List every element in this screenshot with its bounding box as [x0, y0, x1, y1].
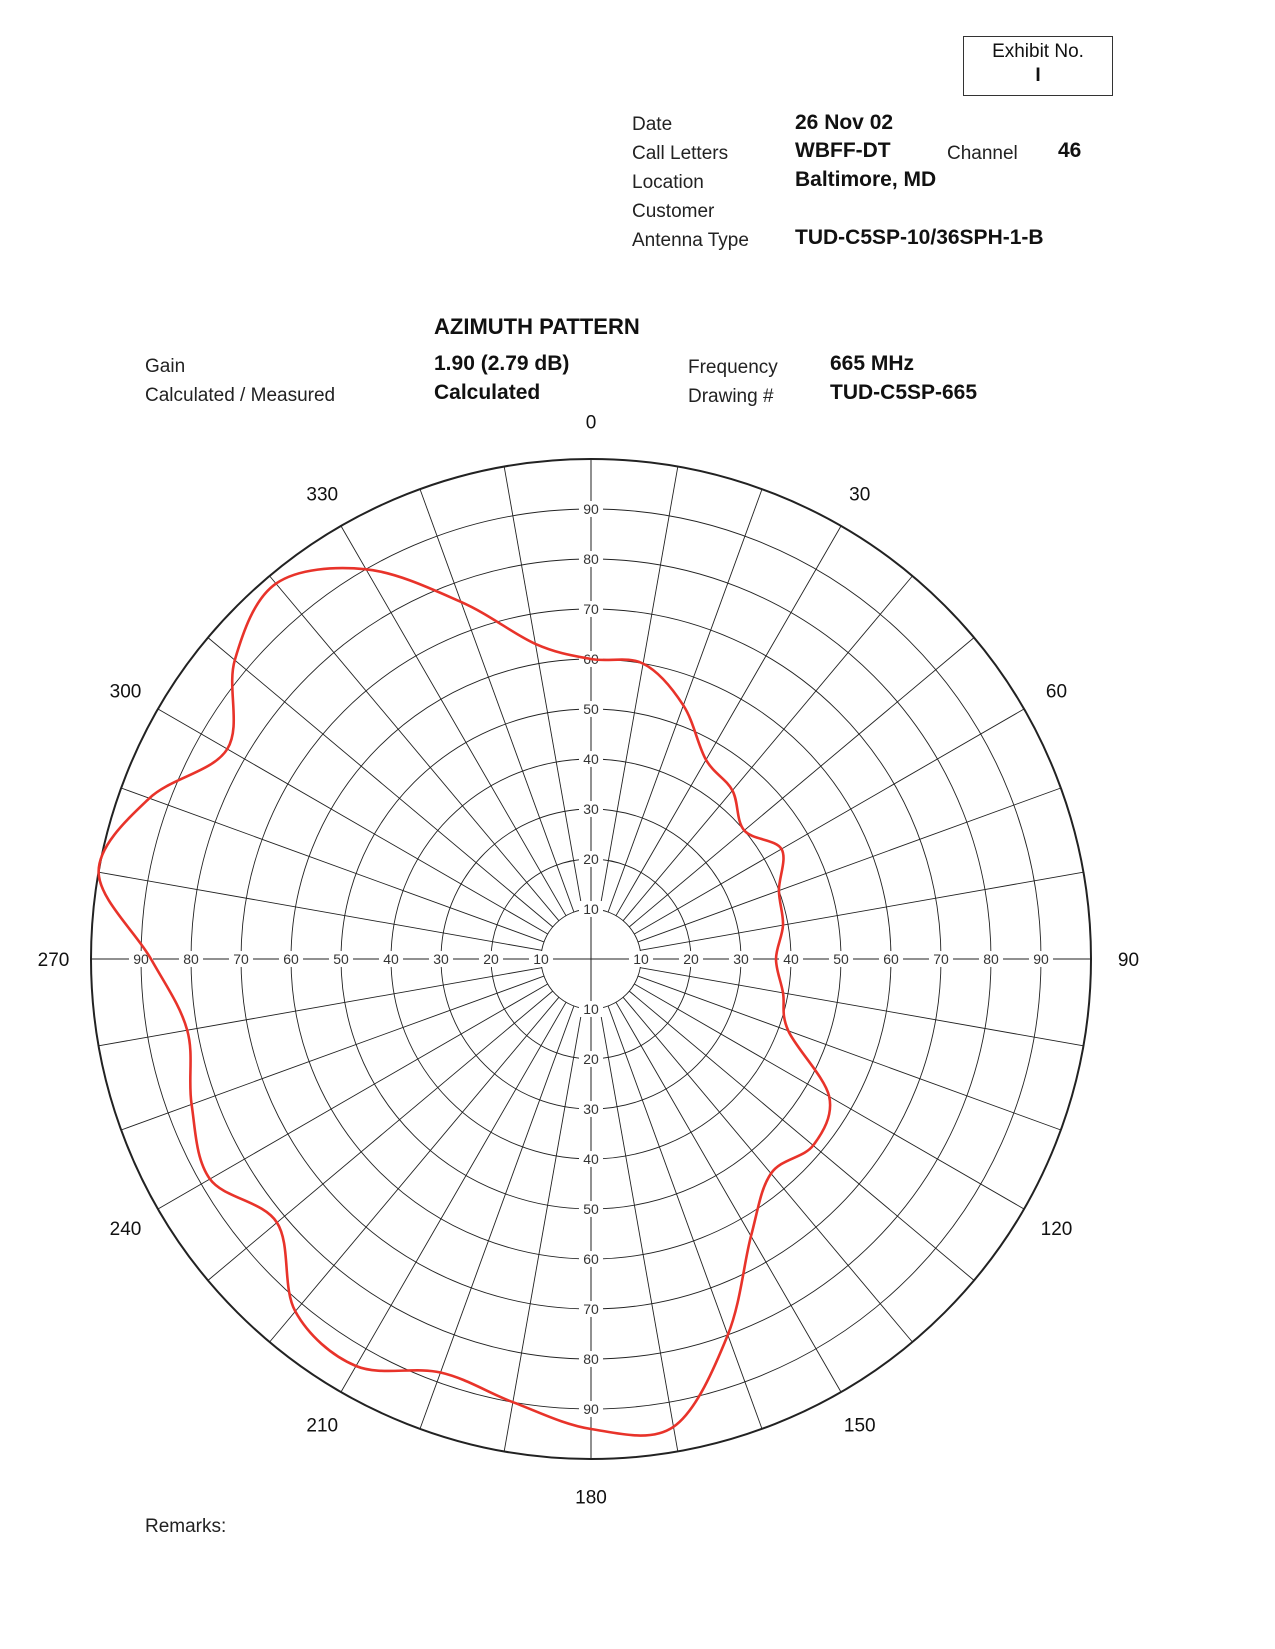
angle-label-90: 90	[1117, 950, 1140, 971]
spoke-260	[99, 968, 542, 1046]
ring-label-up-40: 40	[583, 751, 599, 767]
drawing-number-label: Drawing #	[688, 386, 774, 407]
spoke-220	[270, 997, 559, 1342]
spoke-130	[629, 991, 974, 1280]
ring-label-down-30: 30	[583, 1101, 599, 1117]
ring-label-right-30: 30	[733, 951, 749, 967]
pattern-line-0	[99, 568, 831, 1435]
ring-label-right-50: 50	[833, 951, 849, 967]
spoke-70	[638, 788, 1061, 942]
ring-label-left-70: 70	[233, 951, 249, 967]
spoke-330	[341, 526, 566, 916]
spoke-340	[420, 489, 574, 912]
ring-label-up-70: 70	[583, 601, 599, 617]
angle-label-30: 30	[849, 484, 871, 506]
ring-label-left-10: 10	[533, 951, 549, 967]
gain-value: 1.90 (2.79 dB)	[434, 352, 570, 375]
location-label: Location	[632, 172, 704, 193]
ring-label-down-10: 10	[583, 1001, 599, 1017]
ring-label-down-70: 70	[583, 1301, 599, 1317]
exhibit-value: I	[1035, 65, 1041, 86]
spoke-140	[623, 997, 912, 1342]
ring-label-right-10: 10	[633, 951, 649, 967]
frequency-value: 665 MHz	[830, 352, 915, 375]
angle-label-330: 330	[306, 484, 339, 506]
angle-label-270: 270	[37, 950, 70, 971]
ring-label-down-60: 60	[583, 1251, 599, 1267]
angle-label-120: 120	[1040, 1218, 1073, 1240]
ring-label-down-50: 50	[583, 1201, 599, 1217]
ring-label-right-80: 80	[983, 951, 999, 967]
ring-label-up-60: 60	[583, 651, 599, 667]
remarks-label: Remarks:	[145, 1516, 227, 1537]
ring-label-down-80: 80	[583, 1351, 599, 1367]
ring-label-left-40: 40	[383, 951, 399, 967]
location-value: Baltimore, MD	[795, 168, 937, 191]
spoke-250	[121, 976, 544, 1130]
date-value: 26 Nov 02	[795, 111, 894, 134]
ring-label-up-20: 20	[583, 851, 599, 867]
antenna-type-value: TUD-C5SP-10/36SPH-1-B	[795, 226, 1044, 249]
spoke-60	[634, 709, 1024, 934]
spoke-320	[270, 576, 559, 921]
channel-label: Channel	[947, 143, 1018, 164]
calculated-measured-label: Calculated / Measured	[145, 385, 336, 406]
spoke-10	[600, 467, 678, 910]
ring-label-down-40: 40	[583, 1151, 599, 1167]
spoke-200	[420, 1006, 574, 1429]
angle-label-300: 300	[109, 681, 142, 703]
ring-label-down-20: 20	[583, 1051, 599, 1067]
gain-label: Gain	[145, 356, 186, 377]
ring-label-down-90: 90	[583, 1401, 599, 1417]
spoke-290	[121, 788, 544, 942]
frequency-label: Frequency	[688, 357, 778, 378]
ring-label-right-70: 70	[933, 951, 949, 967]
spoke-310	[208, 638, 553, 927]
spoke-300	[158, 709, 548, 934]
ring-label-left-90: 90	[133, 951, 149, 967]
angle-label-210: 210	[306, 1415, 339, 1437]
ring-label-left-60: 60	[283, 951, 299, 967]
ring-label-right-90: 90	[1033, 951, 1049, 967]
angle-label-180: 180	[575, 1487, 607, 1509]
spoke-100	[640, 968, 1083, 1046]
ring-label-left-80: 80	[183, 951, 199, 967]
date-label: Date	[632, 114, 673, 135]
drawing-number-value: TUD-C5SP-665	[830, 381, 978, 404]
spoke-190	[504, 1008, 582, 1451]
ring-label-up-80: 80	[583, 551, 599, 567]
angle-label-0: 0	[585, 412, 597, 434]
chart-title: AZIMUTH PATTERN	[434, 314, 640, 339]
spoke-50	[629, 638, 974, 927]
spoke-170	[600, 1008, 678, 1451]
ring-label-left-30: 30	[433, 951, 449, 967]
angle-label-150: 150	[843, 1415, 876, 1437]
call-letters-value: WBFF-DT	[795, 139, 891, 162]
call-letters-label: Call Letters	[632, 143, 729, 164]
angle-label-240: 240	[109, 1218, 142, 1240]
ring-label-up-10: 10	[583, 901, 599, 917]
angle-label-60: 60	[1045, 681, 1068, 703]
exhibit-label: Exhibit No.	[992, 41, 1084, 62]
spoke-20	[608, 489, 762, 912]
ring-label-up-50: 50	[583, 701, 599, 717]
antenna-type-label: Antenna Type	[632, 230, 749, 251]
spoke-30	[616, 526, 841, 916]
customer-label: Customer	[632, 201, 715, 222]
ring-label-up-30: 30	[583, 801, 599, 817]
spoke-80	[640, 872, 1083, 950]
spoke-210	[341, 1002, 566, 1392]
spoke-350	[504, 467, 582, 910]
spoke-110	[638, 976, 1061, 1130]
ring-label-left-20: 20	[483, 951, 499, 967]
spoke-230	[208, 991, 553, 1280]
ring-label-right-60: 60	[883, 951, 899, 967]
spoke-40	[623, 576, 912, 921]
ring-label-right-40: 40	[783, 951, 799, 967]
spoke-240	[158, 984, 548, 1209]
channel-value: 46	[1058, 139, 1082, 162]
ring-label-up-90: 90	[583, 501, 599, 517]
ring-label-left-50: 50	[333, 951, 349, 967]
ring-label-right-20: 20	[683, 951, 699, 967]
spoke-280	[99, 872, 542, 950]
calculated-measured-value: Calculated	[434, 381, 541, 404]
spoke-160	[608, 1006, 762, 1429]
